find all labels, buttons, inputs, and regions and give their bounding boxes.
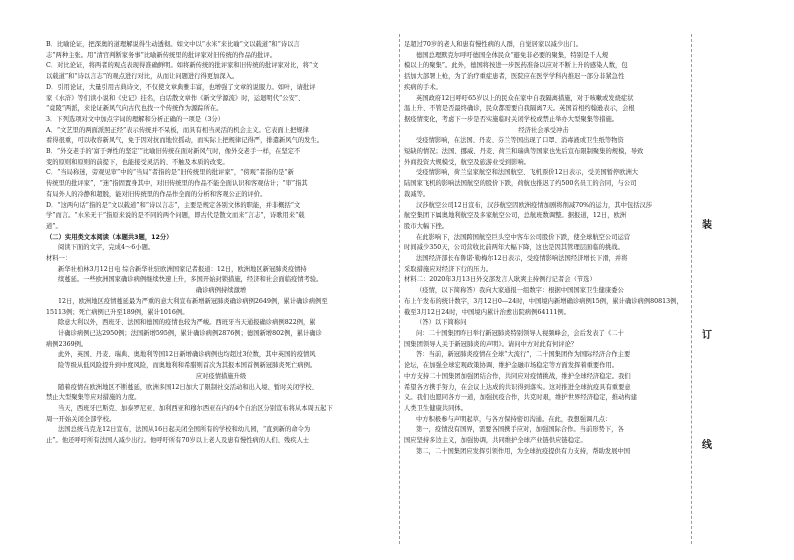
left-column-line: C．对比论证，将两者的观点表现得准确鲜明。如将新传统的批评家和旧传统的批评家对比，将“文 (46, 62, 319, 70)
right-column (404, 40, 683, 540)
left-column-line: 家《水浒》等们读小说和《史记》挂名，白话散文章作《新文学源流》时，运迴明代“公安”、 (46, 94, 305, 102)
right-column-line: 法国经济部长布鲁诺·勒梅尔12日表示，受疫情影响法国经济增长下滑，并将 (416, 255, 628, 263)
binding-mark-zhuang: 装 (702, 220, 712, 231)
left-column-line: 计确诊病例已达2950例；法国新增595例，累计确诊病例2876例；德国新增802例，累计确诊 (58, 329, 322, 337)
right-column-line: 义。我们也愿同各方一道，加强抗疫合作，共克时艰，维护世界经济稳定，推动构建 (404, 394, 637, 402)
left-column-line: 续蔓延。一些欧洲国家确诊病例继续快速上升，多国开始封锁措施，经济和社会面临疫情考验。 (58, 276, 323, 284)
left-column-line: 阅读下面的文字，完成4～6小题。 (58, 244, 155, 252)
left-column-line: 材料一： (46, 255, 72, 263)
left-column-line: 新华社柏林3月12日电 综合新华社驻欧洲国家记者报道：12日，欧洲地区新冠肺炎疫情持 (58, 265, 307, 273)
left-column-line: B．比喻论证，把深奥的道理解说得生动透彻。如文中以“水米”来比喻“文以载道”和“诗以言 (46, 41, 300, 48)
right-column-line: 航空集团下属奥地利航空及多家航空公司，总航班数调整。据报道，12日，欧洲 (404, 212, 627, 220)
right-column-line: 据疫情变化，考虑下一步是否实施临时关闭学校或禁止举办大型聚集等措施。 (404, 115, 619, 123)
left-column-line: 3．下列选项对文中加点字词的理解和分析正确的一项是（3分） (46, 115, 225, 123)
left-column-line: “竟陵”两派，来论证新风气向古代也找一个传统作为源踪所在。 (46, 105, 223, 113)
left-column-line: 法国总统马克龙12日宣布，法国从16日起关闭全国所有的学校和幼儿园，“直到新的命令为 (58, 426, 311, 434)
right-column-line: 采取措施应对经济下行的压力。 (404, 265, 493, 273)
left-column-line: 险等级从低风险提升到中度风险，而奥地利和希腊则首次为其报本国首例新冠肺炎死亡病例。 (58, 362, 317, 370)
left-column-line: 学”而言。“水米无干”指原来说的是不同的两个问题，即古代是散文而来“言志”，诗歌用来“载 (46, 212, 305, 220)
left-column-line: D．引用论证，大量引用古典诗文，不仅使文章典雅丰富，也增强了文章的说服力。如叶，请批评 (46, 83, 316, 91)
left-column-line: 随着疫情在欧洲地区不断蔓延，欧洲多国12日加大了限制社交活动和出入境、暂时关闭学校、 (58, 383, 318, 391)
right-column-line: 短缺的情况；法国、挪威、丹麦、荷兰和瑞典等国家也先后宣布限制聚集的规模，导致 (404, 148, 644, 156)
right-column-line: 答：当前，新冠肺炎疫情在全球“大流行”，二十国集团作为国际经济合作主要 (416, 351, 631, 359)
right-column-line: 截至3月12日24时，中国境内累计治愈出院病例64111例。 (404, 308, 571, 316)
left-column (46, 40, 396, 540)
right-column-line: 在此影响下，法国跨国航空巨头空中客车公司股价下跌，使全球航空公司运营 (416, 233, 631, 241)
right-column-line: 足超过70岁的老人和患有慢性病的人群，自觉居家以减少出门。 (404, 41, 583, 48)
right-column-line: 经济社会承受冲击 (518, 126, 569, 134)
right-column-line: 国应坚持多边主义，加强协调，共同维护全球产业链供应链稳定。 (404, 437, 587, 445)
right-column-line: 国集团领导人关于新冠肺炎的声明》。请问中方对此有何评论？ (404, 340, 578, 348)
left-column-line: 应对疫情措施升级 (195, 372, 247, 380)
left-column-line: 除意大利以外，西班牙、法国和德国的疫情也较为严峻。西班牙当天通报确诊病例822例，累 (58, 319, 316, 327)
left-column-line: （二）实用类文本阅读（本题共3题，12分） (46, 233, 173, 241)
left-column-line: 变的原则和原则的前提下，也能接受灵活的、不触及本质的改变。 (46, 158, 229, 166)
left-column-line: 传统里的批评家”，“迷”指固置身其中，对旧传统里的作品不能全面认识和客观估计；“审”指其 (46, 180, 308, 188)
left-column-line: 以载道”和“诗以言志”的观点进行对比，从而让问题进行得更加深入。 (46, 73, 239, 81)
right-column-line: （答）以下简称问 (416, 319, 467, 327)
left-column-line: 道”。 (46, 222, 62, 230)
right-column-line: 疾病的手术。 (404, 83, 442, 91)
right-column-line: 模以上的聚集”。此外，德国将按进一步医药准备以应对不断上升的感染人数，包 (404, 62, 628, 70)
right-column-line: 英国政府12日呼吁65岁以上的民众在家中自我隔离措施，对于咳嗽或发烧症状 (416, 94, 634, 102)
left-column-line: 看得很重，可以收容新风气，免于因对抗而地位摇动，而实际上把规律记得严，排遣新风气的发生。 (46, 137, 324, 145)
left-column-line: 病例2369例。 (46, 340, 88, 348)
right-column-line: （疫情，以下简称答）我向大家通报一组数字：根据中国国家卫生健康委公 (416, 287, 624, 295)
left-column-line: 周一开始关闭全部学校。 (46, 415, 116, 423)
right-column-line: 中方积极参与声明起草，与各方保持密切沟通。在此，我想强调几点： (416, 415, 612, 423)
right-column-line: 受疫情影响，在法国、丹麦、芬兰等国出现了口罩、消毒液或卫生纸等物资 (416, 137, 624, 145)
binding-line (691, 34, 692, 544)
left-column-line: 志”两种主张。用“清官判断家务事”比喻新传统里的批评家对旧传统的作品的批评。 (46, 51, 277, 59)
right-column-line: 问：二十国集团昨日举行新冠肺炎特别领导人视频峰会，会后发表了《二十 (416, 329, 624, 337)
right-column-line: 中方支持二十国集团加强团结合作，共同应对疫情挑战，维护全球经济稳定。我们 (404, 372, 631, 380)
left-column-line: 禁止大型聚集等应对措施的力度。 (46, 394, 141, 402)
left-column-line: 确诊病例持续激增 (195, 287, 247, 295)
left-column-line: 此外，英国、丹麦、瑞典、奥地利等国12日新增确诊病例也均超过3位数，其中英国的疫情风 (58, 351, 316, 359)
right-column-line: 第一，疫情没有国界，需要各国携手应对，加强国际合作。当前形势下，各 (416, 426, 624, 434)
binding-mark-xian: 线 (702, 440, 712, 451)
left-column-line: 止”。他还呼吁所有法国人减少出行。他呼吁所有70岁以上老人及患有慢性病的人们、残疾人士 (46, 437, 310, 445)
right-column-line: 材料二：2020年3月13日外交部发言人耿爽主持例行记者会（节选） (404, 276, 596, 284)
binding-margin (697, 0, 725, 560)
right-column-line: 人类卫生健康共同体。 (404, 404, 467, 412)
right-column-line: 第二，二十国集团应发挥引领作用，为全球抗疫提供有力支持，帮助发展中国 (416, 447, 631, 455)
left-column-line: 15113例；死亡病例已升至189例，累计1016例。 (46, 308, 189, 316)
right-column-line: 时间减少350天，公司营收比前两年大幅下降，这也是因其管理层面临的挑战。 (404, 244, 624, 252)
right-column-line: 股市大幅下挫。 (404, 222, 449, 230)
right-column-line: 论坛，在加强全球宏观政策协调、维护金融市场稳定等方面发挥着重要作用。 (404, 362, 619, 370)
left-column-line: A．“文艺里的两面派照正经”表示传统并不呆板，而具有相当灵活的机会主义。它表面上把规律 (46, 126, 309, 134)
right-column-line: 受疫情影响，荷兰皇家航空和法国航空、飞机票价12日表示，受美国暂停欧洲大 (416, 169, 639, 177)
right-column-line: 陆国家飞机的影响法国航空的股价下跌，荷航也推迟了约500名员工的合同，与公司 (404, 180, 637, 188)
right-column-line: 汉莎航空公司12日宣布，汉莎航空因欧洲疫情加剧将削减70%的运力，其中包括汉莎 (416, 201, 653, 209)
left-column-line: B．“外交老手的‘富于弹性的坚定’”比喻旧传统在面对新风气时，像外交老手一样，在坚定不 (46, 148, 301, 156)
left-column-line: 12日，欧洲地区疫情蔓延最为严重的意大利宣布新增新冠肺炎确诊病例2649例，累计确诊病例至 (58, 297, 328, 305)
right-column-line: 温上升、不管是否最终确诊，民众都需要自我隔离7天。英国首相约翰逊表示，会根 (404, 105, 635, 113)
right-column-line: 布上午发布的统计数字，3月12日0—24时，中国境内新增确诊病例15例，累计确诊病例80813例， (404, 297, 683, 305)
left-column-line: D．“这两句话”指的是“文以载道”和“诗以言志”，主要是规定各别文体的职能，并非概括“文 (46, 201, 301, 209)
right-column-line: 括加大部署上枪，为了治疗重症患者，医院应在医学学科内推迟一部分非紧急性 (404, 73, 625, 81)
left-column-line: C．“当局称迷，旁观见审”中的“当局”者指的是“旧传统里的批评家”，“傍观”者指的是“新 (46, 169, 294, 177)
left-column-line: 有局外人的冷静和超脱，能对旧传统里的作品作全面的分析和客观公正的评价。 (46, 190, 267, 198)
right-column-line: 德国总理默克尔呼吁德国全体民众“避免非必要的聚集，特别是千人规 (416, 51, 609, 59)
left-column-line: 当天，西班牙巴斯克、加泰罗尼亚、加利西亚和穆尔西亚在内的4个自治区分别宣布将从本周五起下 (58, 404, 333, 412)
binding-mark-ding: 订 (702, 330, 712, 341)
right-column-line: 希望各方携手努力，在会议上达成的共识得到落实。这对推进全球抗疫具有重要意 (404, 383, 631, 391)
column-divider (399, 34, 400, 544)
right-column-line: 外商投资大规模受，航空及旅游业受到影响。 (404, 158, 530, 166)
right-column-line: 裁减等。 (404, 190, 430, 198)
